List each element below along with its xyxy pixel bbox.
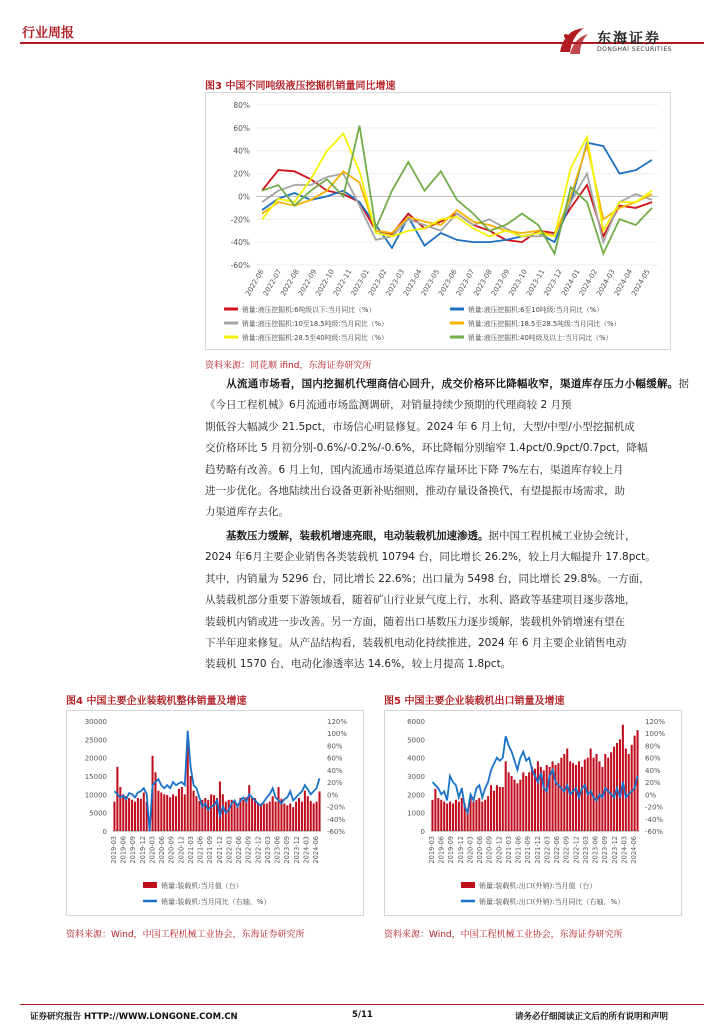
x-tick-label: 2023-03 (581, 836, 590, 864)
paragraph-1-line: 交价格环比 5 月初分别-0.6%/-0.2%/-0.6%，环比降幅分别缩窄 1.4pct/0.9pct/0.7pct，降幅 (205, 442, 648, 455)
y-right-tick-label: 20% (645, 779, 661, 788)
bar (431, 800, 433, 831)
y-right-tick-label: 20% (327, 779, 343, 788)
bar (251, 798, 253, 831)
bar (234, 802, 236, 831)
bar (134, 802, 136, 831)
x-tick-label: 2020-09 (485, 836, 494, 864)
y-left-tick-label: 4000 (407, 754, 425, 763)
legend-bar-swatch (461, 882, 475, 888)
x-tick-label: 2022-12 (254, 836, 263, 864)
bar (257, 804, 259, 832)
bar (440, 800, 442, 831)
bar (481, 802, 483, 831)
bar (277, 787, 279, 831)
x-tick-label: 2022-03 (543, 836, 552, 864)
x-tick-label: 2024-03 (620, 836, 629, 864)
bar (434, 789, 436, 831)
x-tick-label: 2023-11 (524, 268, 547, 298)
legend-label: 销量:液压挖掘机:40吨级及以上:当月同比（%） (468, 334, 613, 342)
figure-4-title: 图4 中国主要企业装载机整体销量及增速 (66, 696, 247, 707)
bar (143, 793, 145, 832)
x-tick-label: 2019-09 (129, 836, 138, 864)
x-tick-label: 2020-03 (148, 836, 157, 864)
bar (181, 787, 183, 831)
x-tick-label: 2023-06 (591, 836, 600, 864)
x-tick-label: 2023-03 (384, 268, 407, 298)
x-tick-label: 2023-09 (489, 268, 512, 298)
y-tick-label: -60% (230, 261, 250, 270)
y-right-tick-label: -20% (645, 803, 664, 812)
bar (449, 802, 451, 831)
x-tick-label: 2020-12 (177, 836, 186, 864)
x-tick-label: 2022-06 (244, 268, 266, 298)
y-tick-label: -20% (230, 215, 250, 225)
paragraph-2-line: 据中国工程机械工业协会统计， (488, 530, 636, 542)
bar (472, 802, 474, 831)
x-tick-label: 2021-06 (196, 836, 205, 864)
bar (511, 776, 513, 831)
bar (319, 791, 321, 831)
bar (493, 791, 495, 831)
y-right-tick-label: 0% (327, 791, 339, 800)
footer-divider (20, 1004, 704, 1005)
bar (528, 772, 530, 831)
x-tick-label: 2023-01 (349, 268, 372, 298)
paragraph-1 (205, 374, 689, 524)
bar (631, 745, 633, 831)
bar (522, 772, 524, 831)
bar (260, 805, 262, 831)
y-right-tick-label: 60% (645, 754, 661, 763)
bar (496, 785, 498, 831)
bar (175, 796, 177, 831)
figure-4-chart (67, 711, 363, 915)
bar (131, 800, 133, 831)
bar (137, 798, 139, 831)
bar (122, 794, 124, 831)
bar (207, 800, 209, 831)
legend-label: 销量:液压挖掘机:28.5至40吨级:当月同比（%） (242, 334, 388, 342)
bar (316, 802, 318, 831)
x-tick-label: 2022-11 (331, 268, 354, 298)
bar (452, 804, 454, 832)
bar (160, 793, 162, 832)
bar (601, 767, 603, 831)
bar (269, 802, 271, 831)
x-tick-label: 2022-08 (279, 268, 301, 298)
bar (610, 752, 612, 831)
x-tick-label: 2023-09 (283, 836, 292, 864)
legend-line-label: 销量:装载机:出口(外销):当月同比（右轴，%） (479, 898, 625, 906)
paragraph-1-line: 趋势略有改善。6 月上旬，国内流通市场渠道总库存量环比下降 7%左右，渠道库存较上月 (205, 463, 624, 476)
x-tick-label: 2023-05 (419, 268, 442, 298)
paragraph-1-line: 力渠道库存去化。 (205, 506, 289, 519)
bar (546, 765, 548, 831)
bar (519, 780, 521, 831)
x-tick-label: 2024-05 (630, 268, 652, 298)
y-left-tick-label: 25000 (84, 736, 107, 745)
paragraph-2-lead: 基数压力缓解，装载机增速亮眼，电动装载机加速渗透。 (226, 530, 489, 542)
bar (513, 780, 515, 831)
y-right-tick-label: -20% (327, 803, 346, 812)
y-tick-label: 80% (233, 101, 250, 110)
x-tick-label: 2024-06 (630, 836, 638, 864)
x-tick-label: 2023-10 (507, 268, 529, 298)
bar (581, 767, 583, 831)
bar (508, 772, 510, 831)
logo-text-cn: 东海证券 (597, 31, 661, 47)
x-tick-label: 2023-03 (263, 836, 272, 864)
x-tick-label: 2022-07 (261, 268, 284, 298)
paragraph-1-line: 进一步优化。各地陆续出台设备更新补贴细则，推动存量设备换代，有望提振市场需求，助 (205, 485, 625, 498)
y-right-tick-label: 100% (327, 730, 348, 739)
x-tick-label: 2023-12 (610, 836, 619, 864)
bar (537, 761, 539, 831)
y-left-tick-label: 20000 (84, 754, 107, 763)
x-tick-label: 2022-06 (235, 836, 244, 864)
bar (228, 800, 230, 831)
figure-3-title: 图3 中国不同吨级液压挖掘机销量同比增速 (205, 81, 396, 92)
legend-label: 销量:液压挖掘机:6至10吨级:当月同比（%） (468, 306, 604, 314)
bar (113, 802, 115, 831)
figure-3-chart (206, 93, 670, 349)
y-right-tick-label: 0% (645, 791, 657, 800)
bar (301, 802, 303, 831)
bar (119, 787, 121, 831)
bar (195, 796, 197, 831)
y-left-tick-label: 15000 (84, 773, 107, 781)
y-left-tick-label: 2000 (407, 791, 425, 800)
bar (622, 725, 624, 831)
y-left-tick-label: 30000 (84, 718, 107, 726)
y-right-tick-label: -60% (327, 828, 346, 836)
bar (190, 776, 192, 831)
page-number: 5/11 (352, 1010, 373, 1020)
x-tick-label: 2024-06 (312, 836, 320, 864)
y-right-tick-label: -40% (645, 815, 664, 824)
figure-5-frame (384, 710, 682, 916)
bar (225, 802, 227, 831)
bar (499, 787, 501, 831)
logo-text-en: DONGHAI SECURITIES (597, 46, 672, 53)
y-right-tick-label: 100% (645, 730, 666, 739)
y-tick-label: -40% (230, 238, 250, 248)
bar (213, 795, 215, 831)
legend-bar-label: 销量:装载机:出口(外销):当月值（台） (479, 882, 597, 890)
bar (198, 801, 200, 831)
x-tick-label: 2022-09 (562, 836, 571, 864)
bar (242, 800, 244, 831)
bar (184, 794, 186, 831)
paragraph-2-line: 装载机 1570 台，电动化渗透率达 14.6%，较上月提高 1.8pct。 (205, 658, 512, 671)
bar (128, 798, 130, 831)
x-tick-label: 2023-02 (366, 268, 389, 298)
x-tick-label: 2020-09 (167, 836, 176, 864)
y-right-tick-label: 60% (327, 754, 343, 763)
y-left-tick-label: 0 (102, 828, 107, 836)
y-right-tick-label: -40% (327, 815, 346, 824)
paragraph-1-line: 据《今日工程机械》6月流通市场监测调研，对销量持续少预期的代理商较 2 月预 (205, 378, 689, 412)
bar (595, 754, 597, 831)
bar (525, 776, 527, 831)
x-tick-label: 2019-03 (110, 836, 118, 864)
x-tick-label: 2023-12 (542, 268, 565, 298)
y-left-tick-label: 5000 (407, 736, 425, 745)
x-tick-label: 2019-06 (119, 836, 128, 864)
x-tick-label: 2019-03 (428, 836, 436, 864)
x-tick-label: 2023-08 (472, 268, 494, 298)
figure-4-frame (66, 710, 364, 916)
bar (283, 804, 285, 832)
bar (557, 763, 559, 831)
x-tick-label: 2023-04 (402, 268, 424, 298)
x-tick-label: 2019-12 (456, 836, 465, 864)
bar (298, 798, 300, 831)
paragraph-2 (205, 526, 689, 676)
y-right-tick-label: 40% (645, 766, 661, 775)
bar (310, 801, 312, 831)
bar (254, 798, 256, 831)
bar (590, 749, 592, 832)
y-right-tick-label: 40% (327, 766, 343, 775)
x-tick-label: 2022-03 (225, 836, 234, 864)
x-tick-label: 2023-09 (601, 836, 610, 864)
x-tick-label: 2021-12 (533, 836, 542, 864)
y-right-tick-label: -60% (645, 828, 664, 836)
bar (516, 783, 518, 831)
bar (178, 789, 180, 831)
bar (292, 807, 294, 831)
bar (487, 796, 489, 831)
x-tick-label: 2019-09 (447, 836, 456, 864)
x-tick-label: 2022-09 (244, 836, 253, 864)
x-tick-label: 2019-12 (138, 836, 147, 864)
x-tick-label: 2024-02 (577, 268, 600, 298)
bar (193, 791, 195, 831)
x-tick-label: 2022-09 (296, 268, 319, 298)
x-tick-label: 2021-09 (524, 836, 533, 864)
bar (475, 800, 477, 831)
bar (584, 760, 586, 832)
footer-left: 证券研究报告 HTTP://WWW.LONGONE.COM.CN (30, 1012, 238, 1022)
paragraph-2-line: 2024 年6月主要企业销售各类装载机 10794 台，同比增长 26.2%，较上月大幅提升 17.8pct。 (205, 551, 656, 564)
x-tick-label: 2021-03 (504, 836, 513, 864)
bar (484, 800, 486, 831)
y-right-tick-label: 120% (645, 718, 666, 726)
bar (307, 796, 309, 831)
bar (505, 761, 507, 831)
x-tick-label: 2021-03 (186, 836, 195, 864)
bar (222, 794, 224, 831)
y-left-tick-label: 1000 (407, 809, 425, 818)
paragraph-1-line: 期低谷大幅减少 21.5pct，市场信心明显修复。2024 年 6 月上旬，大型/中型/小型挖掘机成 (205, 420, 635, 433)
x-tick-label: 2022-10 (314, 268, 336, 298)
figure-3-frame (205, 92, 671, 350)
y-left-tick-label: 5000 (89, 809, 107, 818)
x-tick-label: 2020-03 (466, 836, 475, 864)
bar (295, 802, 297, 831)
y-tick-label: 40% (233, 146, 250, 156)
bar (219, 782, 221, 832)
legend-bar-label: 销量:装载机:当月值（台） (161, 882, 243, 890)
y-left-tick-label: 0 (420, 828, 425, 836)
paragraph-2-line: 下半年迎来修复。从产品结构看，装载机电动化持续推进，2024 年 6 月主要企业销售电动 (205, 637, 627, 650)
bar (116, 767, 118, 831)
bar (163, 794, 165, 831)
bar (437, 798, 439, 831)
paragraph-2-line: 从装载机部分重要下游领域看，随着矿山行业景气度上行，水利、路政等基建项目逐步落地， (205, 594, 636, 607)
bar (569, 761, 571, 831)
bar (140, 799, 142, 831)
bar (502, 787, 504, 831)
y-tick-label: 60% (233, 123, 250, 133)
bar (575, 765, 577, 831)
bar (313, 804, 315, 832)
y-tick-label: 0% (238, 192, 250, 202)
x-tick-label: 2021-12 (215, 836, 224, 864)
bar (619, 739, 621, 831)
bar (210, 794, 212, 831)
y-left-tick-label: 3000 (407, 773, 425, 781)
y-left-tick-label: 6000 (407, 718, 425, 726)
legend-bar-swatch (143, 882, 157, 888)
figure-3-source: 资料来源：同花顺 ifind，东海证券研究所 (205, 361, 372, 371)
x-tick-label: 2023-12 (292, 836, 301, 864)
bar (125, 796, 127, 831)
bar (446, 804, 448, 832)
paragraph-2-line: 装载机内销或进一步改善。另一方面，随着出口基数压力逐步缓解，装载机外销增速有望在 (205, 615, 625, 628)
section-label: 行业周报 (22, 26, 75, 41)
bar (478, 798, 480, 831)
footer-right: 请务必仔细阅读正文后的所有说明和声明 (515, 1012, 669, 1022)
bar (607, 758, 609, 831)
paragraph-2-line: 其中，内销量为 5296 台，同比增长 22.6%；出口量为 5498 台，同比增长 29.8%。一方面， (205, 572, 650, 585)
x-tick-label: 2020-06 (158, 836, 167, 864)
x-tick-label: 2024-03 (302, 836, 311, 864)
x-tick-label: 2021-09 (206, 836, 215, 864)
figure-5-chart (385, 711, 681, 915)
x-tick-label: 2023-06 (273, 836, 282, 864)
bar (275, 802, 277, 831)
figure-5-source: 资料来源：Wind，中国工程机械工业协会，东海证券研究所 (384, 930, 623, 940)
y-left-tick-label: 10000 (84, 791, 107, 800)
x-tick-label: 2019-06 (437, 836, 446, 864)
bar (266, 804, 268, 832)
bar (272, 796, 274, 831)
bar (458, 802, 460, 831)
y-tick-label: 20% (233, 169, 250, 179)
bar (286, 805, 288, 831)
bar (263, 804, 265, 832)
x-tick-label: 2022-06 (553, 836, 562, 864)
bar (461, 798, 463, 831)
x-tick-label: 2020-12 (495, 836, 504, 864)
x-tick-label: 2020-06 (476, 836, 485, 864)
bar (554, 765, 556, 831)
bar (289, 804, 291, 832)
figure-5-title: 图5 中国主要企业装载机出口销量及增速 (384, 696, 565, 707)
legend-label: 销量:液压挖掘机:18.5至28.5吨级:当月同比（%） (468, 320, 621, 328)
y-right-tick-label: 80% (327, 742, 343, 751)
x-tick-label: 2021-06 (514, 836, 523, 864)
y-right-tick-label: 80% (645, 742, 661, 751)
bar (455, 800, 457, 831)
figure-4-source: 资料来源：Wind，中国工程机械工业协会，东海证券研究所 (66, 930, 305, 940)
bar (248, 785, 250, 831)
bar (443, 802, 445, 831)
x-tick-label: 2023-06 (437, 268, 459, 298)
legend-line-label: 销量:装载机:当月同比（右轴，%） (161, 898, 271, 906)
bar (490, 785, 492, 831)
bar (172, 794, 174, 831)
bar (613, 747, 615, 831)
x-tick-label: 2024-04 (612, 268, 635, 298)
logo-mark-icon (554, 22, 592, 60)
x-tick-label: 2024-01 (559, 268, 582, 298)
y-right-tick-label: 120% (327, 718, 348, 726)
bar (572, 763, 574, 831)
bar (169, 797, 171, 831)
bar (304, 791, 306, 831)
legend-label: 销量:液压挖掘机:6吨级以下:当月同比（%） (242, 306, 376, 314)
bar (560, 758, 562, 831)
paragraph-1-lead: 从流通市场看，国内挖掘机代理商信心回升，成交价格环比降幅收窄，渠道库存压力小幅缓解。 (226, 378, 679, 390)
x-tick-label: 2022-12 (572, 836, 581, 864)
x-tick-label: 2024-03 (595, 268, 617, 298)
legend-label: 销量:液压挖掘机:10至18.5吨级:当月同比（%） (242, 320, 388, 328)
bar (157, 791, 159, 831)
x-tick-label: 2023-07 (454, 268, 477, 298)
bar (531, 767, 533, 831)
bar (166, 795, 168, 831)
